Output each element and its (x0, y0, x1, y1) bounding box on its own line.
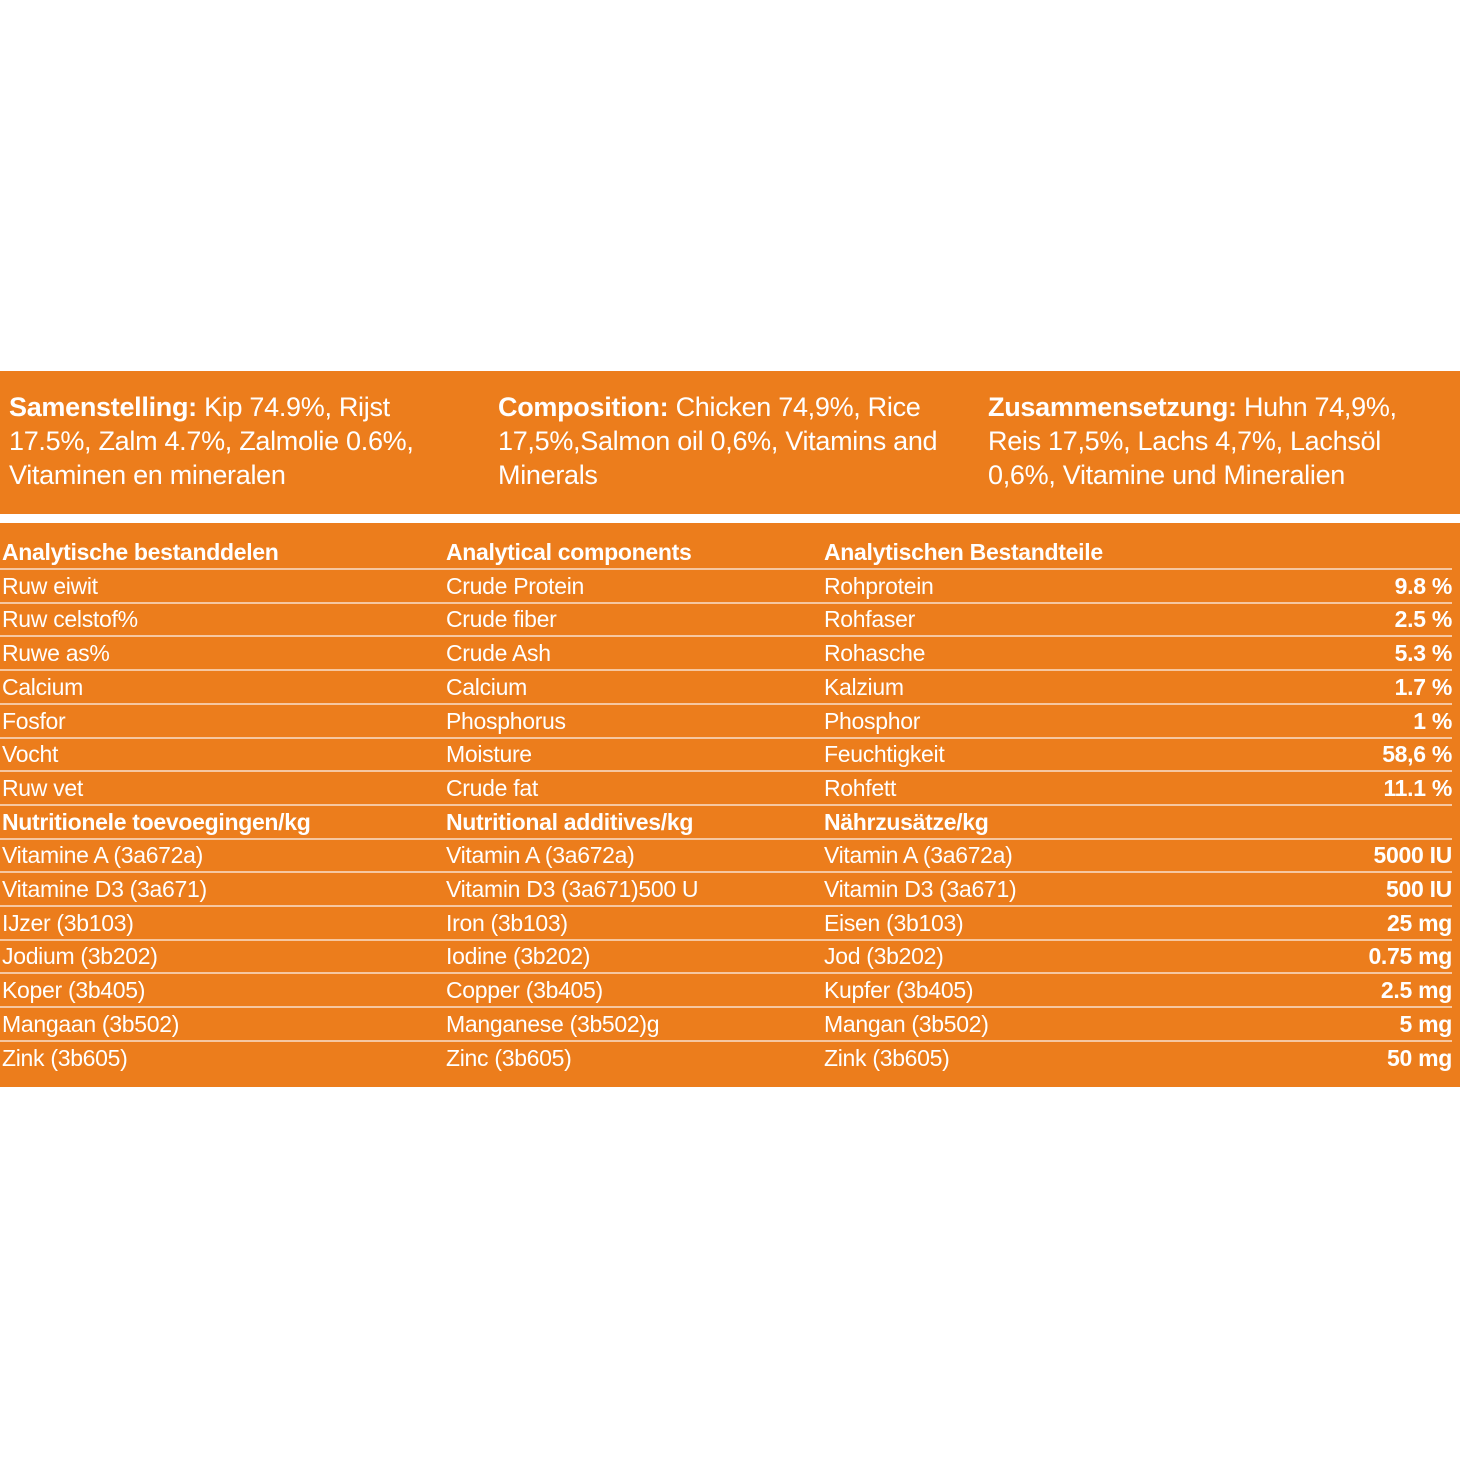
english-label: Iodine (3b202) (446, 943, 591, 969)
english-label: Crude Protein (446, 573, 585, 599)
table-row (0, 974, 1460, 1007)
table-row (0, 570, 1460, 603)
english-label: Phosphorus (446, 708, 566, 734)
composition-dutch-text: Kip 74.9%, Rijst 17.5%, Zalm 4.7%, Zalmolie 0.6%, Vitaminen en mineralen (9, 392, 414, 490)
english-label: Iron (3b103) (446, 910, 568, 936)
composition-german-label: Zusammensetzung: (988, 392, 1237, 422)
nutrient-value: 500 IU (1386, 876, 1452, 902)
nutrient-value: 5000 IU (1373, 842, 1452, 868)
nutrient-value: 2.5 % (1394, 606, 1452, 632)
german-label: Vitamin D3 (3a671) (824, 876, 1017, 902)
table-row (0, 671, 1460, 704)
dutch-label: IJzer (3b103) (2, 910, 134, 936)
table-row (0, 603, 1460, 636)
german-label: Rohprotein (824, 573, 934, 599)
dutch-label: Zink (3b605) (2, 1045, 128, 1071)
english-label: Manganese (3b502)g (446, 1011, 660, 1037)
german-label: Rohasche (824, 640, 926, 666)
nutrient-value: 58,6 % (1382, 741, 1452, 767)
table-row (0, 637, 1460, 670)
composition-band (0, 371, 1460, 514)
dutch-label: Vitamine A (3a672a) (2, 842, 204, 868)
english-label: Nutritional additives/kg (446, 809, 694, 835)
dutch-label: Mangaan (3b502) (2, 1011, 180, 1037)
composition-english-label: Composition: (498, 392, 669, 422)
german-label: Kalzium (824, 674, 904, 700)
dutch-label: Ruw celstof% (2, 606, 138, 632)
german-label: Rohfett (824, 775, 897, 801)
english-label: Moisture (446, 741, 532, 767)
composition-english-text: Chicken 74,9%, Rice 17,5%,Salmon oil 0,6%, Vitamins and Minerals (498, 392, 938, 490)
analytical-header-row (0, 536, 1460, 569)
nutrient-value: 11.1 % (1383, 775, 1452, 801)
dutch-label: Koper (3b405) (2, 977, 146, 1003)
table-row (0, 1008, 1460, 1041)
table-row (0, 907, 1460, 940)
english-label: Copper (3b405) (446, 977, 603, 1003)
composition-dutch-label: Samenstelling: (9, 392, 197, 422)
nutrient-value: 1.7 % (1394, 674, 1452, 700)
german-label: Jod (3b202) (824, 943, 944, 969)
dutch-label: Calcium (2, 674, 83, 700)
table-row (0, 873, 1460, 906)
dutch-label: Ruwe as% (2, 640, 110, 666)
nutrient-value: 1 % (1413, 708, 1452, 734)
composition-dutch (9, 390, 459, 492)
composition-german (988, 390, 1448, 492)
nutrient-value: 5 mg (1399, 1011, 1452, 1037)
nutrient-value: 2.5 mg (1380, 977, 1452, 1003)
english-label: Zinc (3b605) (446, 1045, 572, 1071)
german-label: Phosphor (824, 708, 921, 734)
dutch-label: Vocht (2, 741, 59, 767)
nutrient-value: 5.3 % (1394, 640, 1452, 666)
dutch-label: Fosfor (2, 708, 66, 734)
dutch-label: Vitamine D3 (3a671) (2, 876, 207, 902)
additives-header-row (0, 806, 1460, 839)
dutch-label: Analytische bestanddelen (2, 539, 279, 565)
nutrient-value: 50 mg (1387, 1045, 1452, 1071)
table-row (0, 705, 1460, 738)
dutch-label: Ruw vet (2, 775, 83, 801)
english-label: Vitamin D3 (3a671)500 U (446, 876, 699, 902)
table-row (0, 940, 1460, 973)
table-row (0, 839, 1460, 872)
english-label: Vitamin A (3a672a) (446, 842, 635, 868)
german-label: Analytischen Bestandteile (824, 539, 1103, 565)
english-label: Analytical components (446, 539, 692, 565)
nutrient-value: 25 mg (1387, 910, 1452, 936)
composition-german-text: Huhn 74,9%, Reis 17,5%, Lachs 4,7%, Lachsöl 0,6%, Vitamine und Mineralien (988, 392, 1397, 490)
german-label: Mangan (3b502) (824, 1011, 989, 1037)
german-label: Kupfer (3b405) (824, 977, 974, 1003)
table-row (0, 772, 1460, 805)
english-label: Crude fiber (446, 606, 557, 632)
dutch-label: Jodium (3b202) (2, 943, 158, 969)
dutch-label: Ruw eiwit (2, 573, 98, 599)
german-label: Zink (3b605) (824, 1045, 950, 1071)
dutch-label: Nutritionele toevoegingen/kg (2, 809, 311, 835)
english-label: Crude fat (446, 775, 538, 801)
german-label: Rohfaser (824, 606, 915, 632)
german-label: Eisen (3b103) (824, 910, 964, 936)
nutrient-value: 0.75 mg (1368, 943, 1452, 969)
german-label: Nährzusätze/kg (824, 809, 989, 835)
english-label: Crude Ash (446, 640, 551, 666)
german-label: Feuchtigkeit (824, 741, 945, 767)
english-label: Calcium (446, 674, 527, 700)
table-row (0, 738, 1460, 771)
nutrition-table (0, 523, 1460, 1087)
german-label: Vitamin A (3a672a) (824, 842, 1013, 868)
composition-english (498, 390, 958, 492)
nutrient-value: 9.8 % (1394, 573, 1452, 599)
table-row (0, 1042, 1460, 1075)
